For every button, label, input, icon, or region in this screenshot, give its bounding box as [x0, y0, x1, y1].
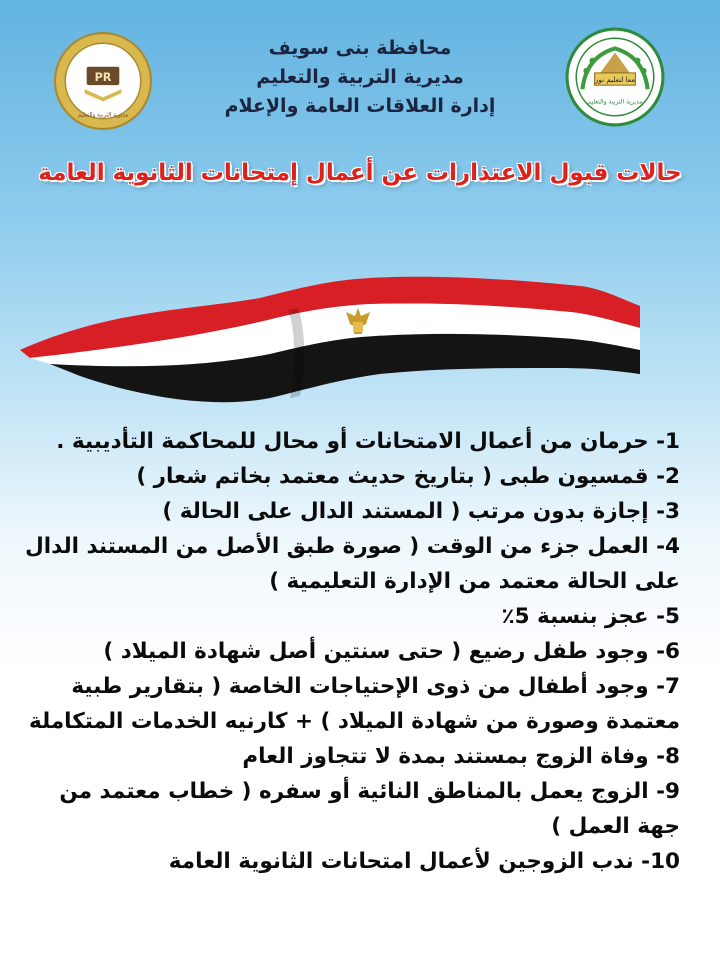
header-directorate: مديرية التربية والتعليم — [256, 66, 464, 88]
list-item — [25, 529, 680, 599]
list-item-line: 10- ندب الزوجين لأعمال امتحانات الثانوية العامة — [168, 849, 680, 874]
egypt-flag-ribbon — [0, 250, 720, 420]
list-item — [40, 459, 680, 494]
directorate-logo-subtext: مديرية التربية والتعليم — [587, 98, 643, 106]
list-item — [40, 599, 680, 634]
list-item — [29, 669, 680, 739]
list-item — [40, 424, 680, 459]
pr-logo-subtext: مديرية التربية والتعليم — [77, 112, 129, 119]
directorate-logo-text: معا لتعليم نور — [594, 75, 636, 85]
list-item-line: على الحالة معتمد من الإدارة التعليمية ) — [269, 569, 680, 594]
list-item-line: 4- العمل جزء من الوقت ( صورة طبق الأصل من المستند الدال — [25, 534, 680, 559]
list-item-line: 7- وجود أطفال من ذوى الإحتياجات الخاصة ( بتقارير طبية — [71, 674, 680, 699]
list-item-line: 5- عجز بنسبة 5٪ — [501, 604, 680, 629]
list-item-line: 6- وجود طفل رضيع ( حتى سنتين أصل شهادة الميلاد ) — [103, 639, 680, 664]
list-item — [40, 634, 680, 669]
list-item-line: 2- قمسيون طبى ( بتاريخ حديث معتمد بخاتم شعار ) — [136, 464, 680, 489]
list-item — [40, 844, 680, 879]
list-item — [40, 774, 680, 844]
list-item-line: جهة العمل ) — [551, 814, 680, 839]
header — [0, 34, 720, 121]
page-title: حالات قبول الاعتذارات عن أعمال إمتحانات الثانوية العامة — [38, 160, 682, 186]
list-item — [40, 494, 680, 529]
list-item-line: 8- وفاة الزوج بمستند بمدة لا تتجاوز العام — [242, 744, 680, 769]
list-item — [40, 739, 680, 774]
header-department: إدارة العلاقات العامة والإعلام — [224, 95, 496, 117]
pr-logo-text: PR — [94, 71, 112, 84]
header-governorate: محافظة بنى سويف — [268, 37, 452, 59]
excuse-cases-list — [25, 424, 680, 879]
list-item-line: 1- حرمان من أعمال الامتحانات أو محال للمحاكمة التأديبية . — [56, 429, 680, 454]
list-item-line: 3- إجازة بدون مرتب ( المستند الدال على الحالة ) — [162, 499, 680, 524]
list-item-line: 9- الزوج يعمل بالمناطق النائية أو سفره ( خطاب معتمد من — [59, 779, 680, 804]
list-item-line: معتمدة وصورة من شهادة الميلاد ) + كارنيه الخدمات المتكاملة — [29, 709, 680, 734]
